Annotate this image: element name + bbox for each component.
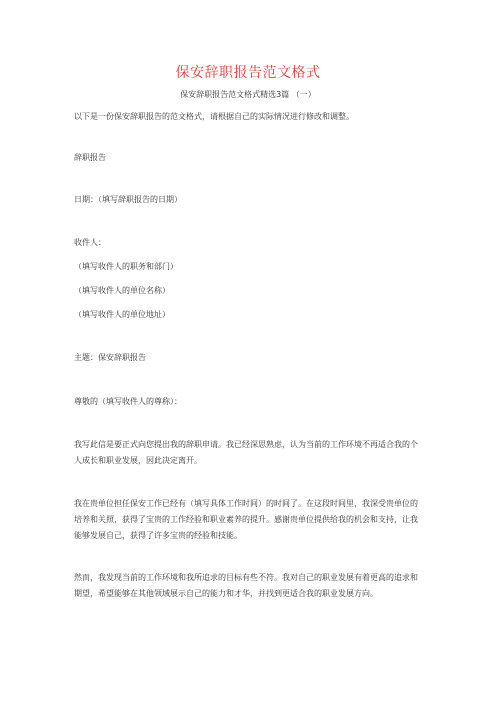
paragraph-2: 我在贵单位担任保安工作已经有（填写具体工作时间）的时间了。在这段时间里，我深受贵单位的培养和关照，获得了宝贵的工作经验和职业素养的提升。感谢贵单位提供给我的机会和支持，让我能够发展自己，获得了许多宝贵的经验和技能。 — [74, 499, 418, 540]
paragraph-1: 我写此信是要正式向您提出我的辞职申请。我已经深思熟虑，认为当前的工作环境不再适合我的个人成长和职业发展，因此决定离开。 — [74, 440, 418, 465]
recipient-label: 收件人： — [74, 238, 106, 247]
report-heading: 辞职报告 — [74, 153, 106, 162]
recipient-org: （填写收件人的单位名称） — [74, 286, 170, 295]
salutation: 尊敬的（填写收件人的尊称）： — [74, 397, 182, 406]
subject-line: 主题：保安辞职报告 — [74, 353, 146, 362]
document-subtitle: 保安辞职报告范文格式精选3篇 （一） — [180, 90, 316, 99]
recipient-position: （填写收件人的职务和部门） — [74, 262, 178, 271]
document-title: 保安辞职报告范文格式 — [175, 65, 321, 81]
paragraph-3: 然而，我发现当前的工作环境和我所追求的目标有些不符。我对自己的职业发展有着更高的追求和期望，希望能够在其他领域展示自己的能力和才华，并找到更适合我的职业发展方向。 — [74, 573, 418, 598]
recipient-address: （填写收件人的单位地址） — [74, 310, 170, 319]
date-line: 日期：（填写辞职报告的日期） — [74, 195, 182, 204]
intro-paragraph: 以下是一份保安辞职报告的范文格式，请根据自己的实际情况进行修改和调整。 — [74, 112, 354, 121]
